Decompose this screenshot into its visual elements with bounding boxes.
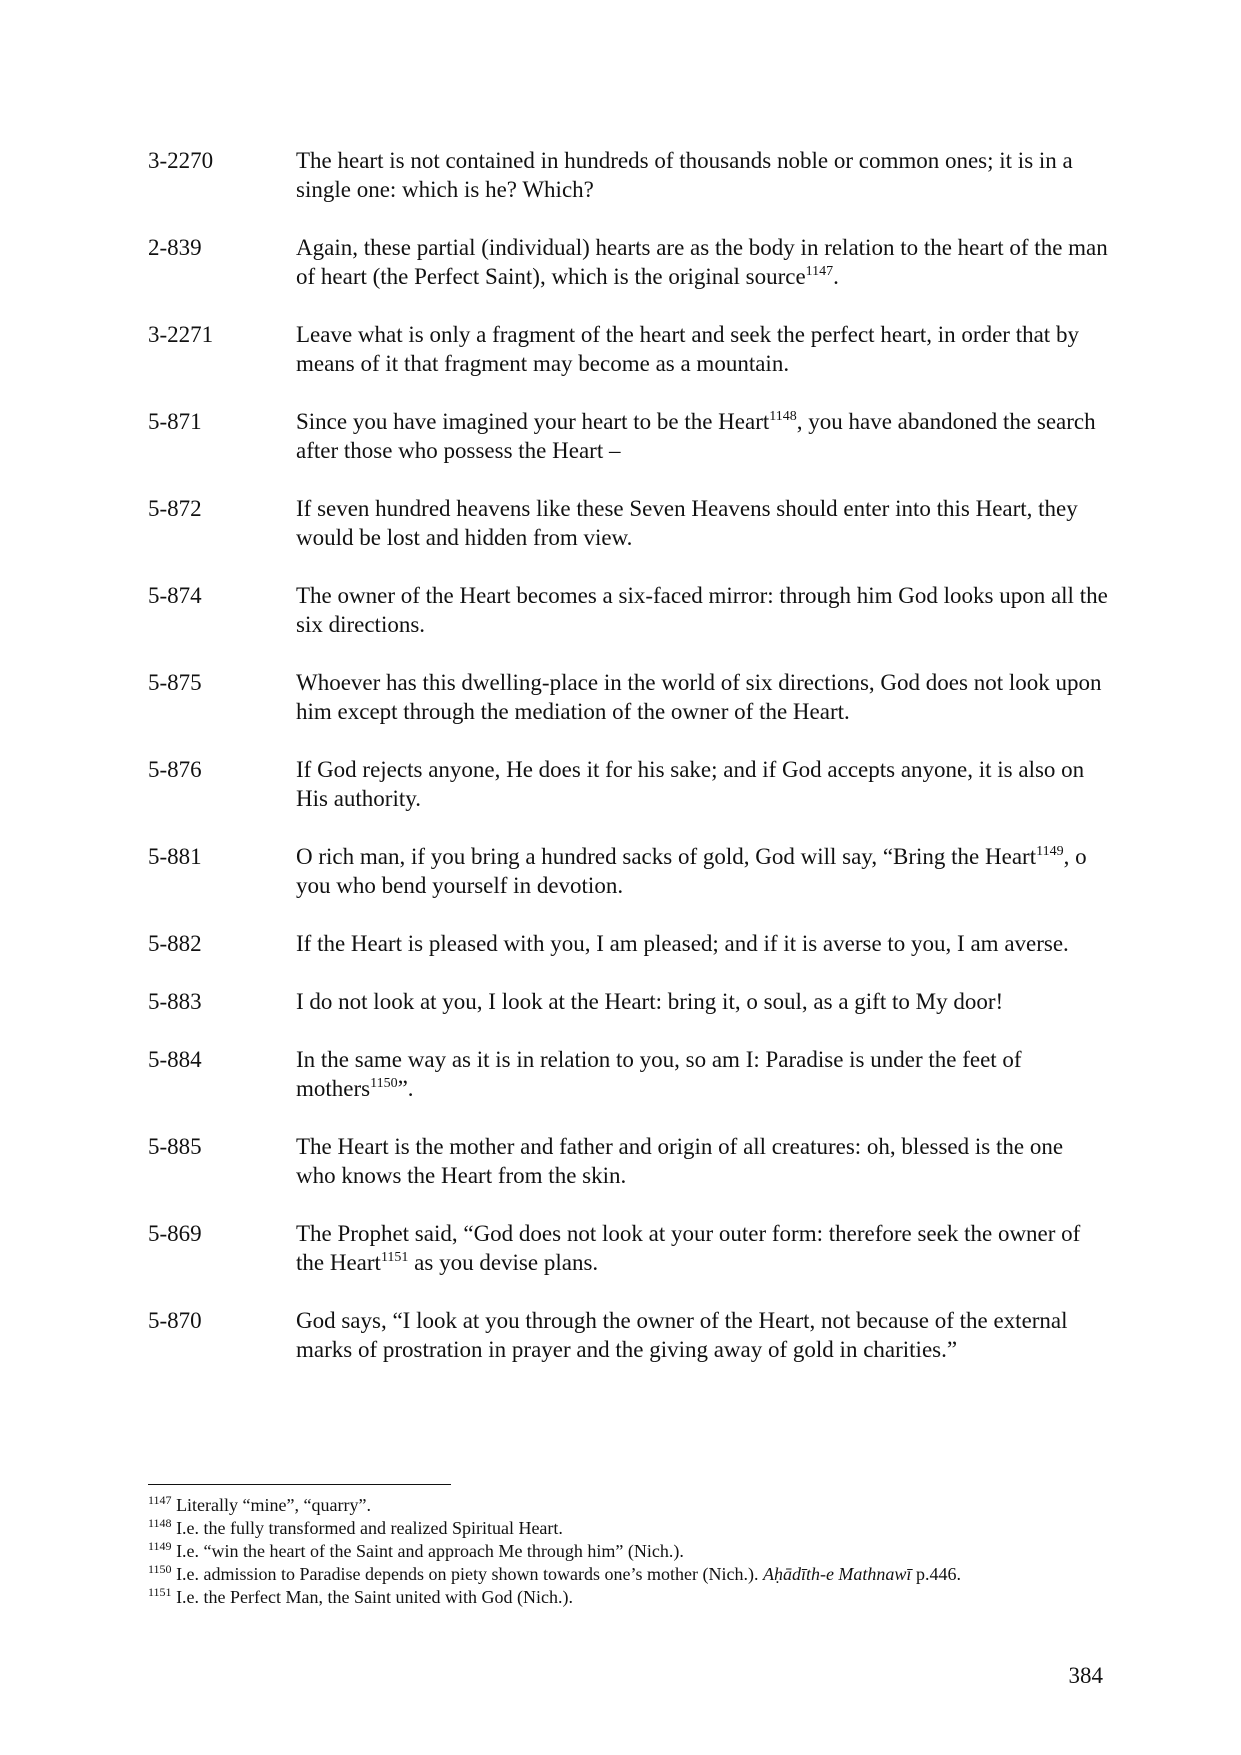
footnote bbox=[148, 1494, 1108, 1517]
verse-text: I do not look at you, I look at the Heart: bring it, o soul, as a gift to My door! bbox=[296, 989, 1004, 1014]
verse-reference: 5-875 bbox=[148, 670, 202, 695]
verse-text-part: . bbox=[833, 264, 839, 289]
verse-reference: 5-871 bbox=[148, 409, 202, 434]
verse-entry bbox=[148, 233, 1108, 291]
footnote-text: I.e. “win the heart of the Saint and approach Me through him” (Nich.). bbox=[176, 1541, 684, 1561]
verse-text bbox=[296, 1219, 1108, 1277]
verse-entry bbox=[148, 755, 1108, 813]
verse-text: The owner of the Heart becomes a six-faced mirror: through him God looks upon all the six directions. bbox=[296, 583, 1108, 637]
verse-entry bbox=[148, 1306, 1108, 1364]
verse-text: Leave what is only a fragment of the heart and seek the perfect heart, in order that by means of it that fragment may become as a mountain. bbox=[296, 322, 1079, 376]
verse-entry bbox=[148, 929, 1108, 958]
verse-entry bbox=[148, 494, 1108, 552]
verse-reference: 5-885 bbox=[148, 1134, 202, 1159]
verse-reference: 5-884 bbox=[148, 1047, 202, 1072]
verse-entry bbox=[148, 407, 1108, 465]
footnote-number: 1147 bbox=[148, 1493, 172, 1507]
footnote bbox=[148, 1540, 1108, 1563]
footnote-marker[interactable]: 1147 bbox=[805, 264, 834, 279]
verse-text-part: , o you who bend yourself in devotion. bbox=[296, 844, 1087, 898]
verse-entry bbox=[148, 320, 1108, 378]
verse-text: If the Heart is pleased with you, I am pleased; and if it is averse to you, I am averse. bbox=[296, 931, 1069, 956]
verse-text-part: ”. bbox=[397, 1076, 414, 1101]
verse-text bbox=[296, 842, 1108, 900]
verse-entry bbox=[148, 146, 1108, 204]
footnote-text: I.e. the fully transformed and realized Spiritual Heart. bbox=[176, 1518, 563, 1538]
verse-reference: 5-872 bbox=[148, 496, 202, 521]
footnote-marker[interactable]: 1148 bbox=[769, 409, 797, 424]
verse-entry bbox=[148, 1045, 1108, 1103]
footnote-number: 1151 bbox=[148, 1585, 172, 1599]
verse-text: Whoever has this dwelling-place in the world of six directions, God does not look upon him except through the mediation of the owner of the Heart. bbox=[296, 670, 1102, 724]
verse-reference: 3-2271 bbox=[148, 322, 214, 347]
verse-reference: 5-882 bbox=[148, 931, 202, 956]
verse-reference: 3-2270 bbox=[148, 148, 214, 173]
footnote bbox=[148, 1586, 1108, 1609]
verse-reference: 5-874 bbox=[148, 583, 202, 608]
verse-entry bbox=[148, 668, 1108, 726]
footnote bbox=[148, 1517, 1108, 1540]
footnote-text: Literally “mine”, “quarry”. bbox=[176, 1495, 371, 1515]
verse-text: God says, “I look at you through the owner of the Heart, not because of the external marks of prostration in prayer and the giving away of gold in charities.” bbox=[296, 1308, 1068, 1362]
footnote-number: 1150 bbox=[148, 1562, 172, 1576]
footnote-marker[interactable]: 1150 bbox=[370, 1076, 398, 1091]
verse-text bbox=[296, 233, 1108, 291]
verse-text-part: as you devise plans. bbox=[408, 1250, 599, 1275]
verse-text-part: Again, these partial (individual) hearts are as the body in relation to the heart of the man of heart (the Perfect Saint), which is the original source bbox=[296, 235, 1108, 289]
footnote-number: 1149 bbox=[148, 1539, 172, 1553]
verse-text: If God rejects anyone, He does it for his sake; and if God accepts anyone, it is also on His authority. bbox=[296, 757, 1085, 811]
footnote-text: p.446. bbox=[911, 1564, 961, 1584]
footnote-text: I.e. the Perfect Man, the Saint united with God (Nich.). bbox=[176, 1587, 573, 1607]
verse-entry bbox=[148, 1219, 1108, 1277]
verse-reference: 5-881 bbox=[148, 844, 202, 869]
page-number: 384 bbox=[1068, 1663, 1103, 1688]
verse-text: The Heart is the mother and father and origin of all creatures: oh, blessed is the one who knows the Heart from the skin. bbox=[296, 1134, 1064, 1188]
footnote-marker[interactable]: 1149 bbox=[1036, 844, 1064, 859]
verse-entry bbox=[148, 842, 1108, 900]
verse-text: The heart is not contained in hundreds of thousands noble or common ones; it is in a single one: which is he? Which? bbox=[296, 148, 1073, 202]
footnote-marker[interactable]: 1151 bbox=[380, 1250, 409, 1265]
verse-reference: 5-869 bbox=[148, 1221, 202, 1246]
footnote-separator bbox=[148, 1484, 451, 1485]
footnote-number: 1148 bbox=[148, 1516, 172, 1530]
verse-list bbox=[148, 146, 1108, 1393]
verse-text: If seven hundred heavens like these Seven Heavens should enter into this Heart, they would be lost and hidden from view. bbox=[296, 496, 1078, 550]
verse-text-part: The Prophet said, “God does not look at your outer form: therefore seek the owner of the Heart bbox=[296, 1221, 1081, 1275]
verse-text bbox=[296, 1045, 1108, 1103]
verse-reference: 5-876 bbox=[148, 757, 202, 782]
verse-text-part: Since you have imagined your heart to be the Heart bbox=[296, 409, 770, 434]
verse-text-part: O rich man, if you bring a hundred sacks of gold, God will say, “Bring the Heart bbox=[296, 844, 1037, 869]
verse-text-part: In the same way as it is in relation to you, so am I: Paradise is under the feet of mothers bbox=[296, 1047, 1022, 1101]
verse-entry bbox=[148, 1132, 1108, 1190]
verse-text-part: , you have abandoned the search after those who possess the Heart – bbox=[296, 409, 1096, 463]
verse-entry bbox=[148, 987, 1108, 1016]
verse-text bbox=[296, 407, 1108, 465]
footnotes bbox=[148, 1494, 1108, 1609]
verse-reference: 5-870 bbox=[148, 1308, 202, 1333]
verse-entry bbox=[148, 581, 1108, 639]
footnote-text: I.e. admission to Paradise depends on piety shown towards one’s mother (Nich.). bbox=[176, 1564, 763, 1584]
footnote bbox=[148, 1563, 1108, 1586]
verse-reference: 5-883 bbox=[148, 989, 202, 1014]
verse-reference: 2-839 bbox=[148, 235, 202, 260]
footnote-italic-title: Aḥādīth-e Mathnawī bbox=[762, 1564, 912, 1584]
